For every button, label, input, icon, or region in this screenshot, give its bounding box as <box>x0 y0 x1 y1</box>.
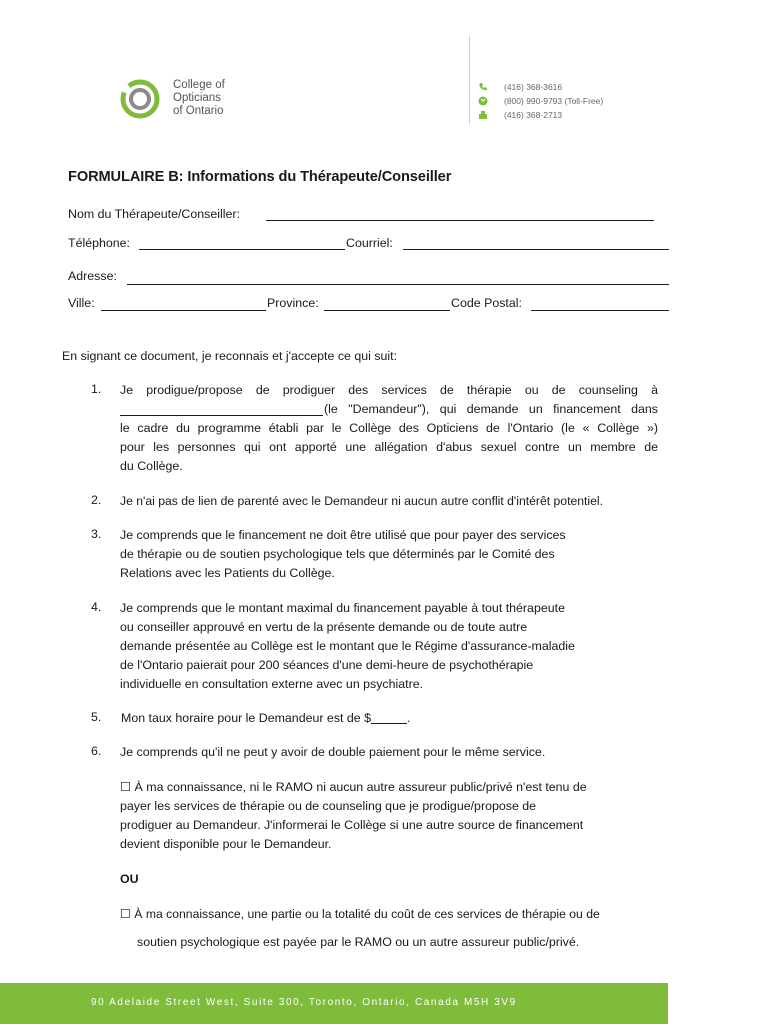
contact-toll-free <box>478 96 603 106</box>
province-label: Province: <box>267 296 319 310</box>
hourly-rate-period: . <box>407 711 411 725</box>
phone-icon <box>478 82 488 92</box>
option-2-line-2: soutien psychologique est payée par le RAMO ou un autre assureur public/privé. <box>137 935 580 949</box>
logo-line-3: of Ontario <box>173 105 224 117</box>
toll-free-icon <box>478 96 488 106</box>
phone-number[interactable]: (416) 368-3616 <box>504 82 563 92</box>
option-1-line-3: prodiguer au Demandeur. J'informerai le Collège si une autre source de financement <box>120 818 584 832</box>
item-2-number: 2. <box>91 493 102 507</box>
contact-fax <box>478 110 562 120</box>
applicant-name-field[interactable] <box>120 415 323 416</box>
option-2-checkbox-line-1[interactable]: ☐ À ma connaissance, une partie ou la totalité du coût de ces services de thérapie ou de <box>120 907 600 921</box>
phone-label: Téléphone: <box>68 236 131 250</box>
toll-free-number[interactable]: (800) 990-9793 (Toll-Free) <box>504 96 604 106</box>
header-divider <box>469 36 470 124</box>
fax-icon <box>478 110 488 120</box>
item-2-text: Je n'ai pas de lien de parenté avec le Demandeur ni aucun autre conflit d'intérêt potentiel. <box>120 494 603 508</box>
logo-wordmark <box>173 79 225 118</box>
item-3-number: 3. <box>91 527 102 541</box>
item-3-line-2: de thérapie ou de soutien psychologique tels que déterminés par le Comité des <box>120 547 555 561</box>
option-1-checkbox-line-1[interactable]: ☐ À ma connaissance, ni le RAMO ni aucun autre assureur public/privé n'est tenu de <box>120 780 587 794</box>
item-4-line-1: Je comprends que le montant maximal du financement payable à tout thérapeute <box>120 601 565 615</box>
footer-address: 90 Adelaide Street West, Suite 300, Toronto, Ontario, Canada M5H 3V9 <box>91 997 517 1008</box>
item-4-number: 4. <box>91 600 102 614</box>
item-6-number: 6. <box>91 744 102 758</box>
hourly-rate-field[interactable] <box>371 723 407 724</box>
contact-phone <box>478 82 562 92</box>
city-label: Ville: <box>68 296 95 310</box>
item-4-line-5: individuelle en consultation externe avec un psychiatre. <box>120 677 424 691</box>
province-field[interactable] <box>324 310 450 311</box>
form-title: FORMULAIRE B: Informations du Thérapeute/Conseiller <box>68 169 452 185</box>
email-label: Courriel: <box>346 236 393 250</box>
name-field[interactable] <box>266 220 654 221</box>
logo-line-1: College of <box>173 79 225 91</box>
intro-text: En signant ce document, je reconnais et j'accepte ce qui suit: <box>62 349 398 363</box>
address-label: Adresse: <box>68 269 117 283</box>
item-1-line-3: le cadre du programme établi par le Collège des Opticiens de l'Ontario (le « Collège ») <box>120 421 658 435</box>
item-1-line-2: (le "Demandeur"), qui demande un financement dans <box>324 402 658 416</box>
fax-number: (416) 368-2713 <box>504 110 563 120</box>
address-field[interactable] <box>127 284 669 285</box>
item-3-line-1: Je comprends que le financement ne doit être utilisé que pour payer des services <box>120 528 566 542</box>
city-field[interactable] <box>101 310 266 311</box>
postal-code-field[interactable] <box>531 310 669 311</box>
item-3-line-3: Relations avec les Patients du Collège. <box>120 566 335 580</box>
item-1-number: 1. <box>91 382 102 396</box>
item-4-line-4: de l'Ontario paierait pour 200 séances d'une demi-heure de psychothérapie <box>120 658 534 672</box>
phone-field[interactable] <box>139 249 345 250</box>
item-4-line-2: ou conseiller approuvé en vertu de la présente demande ou de toute autre <box>120 620 528 634</box>
item-1-line-4: pour les personnes qui ont apporté une allégation d'abus sexuel contre un membre de <box>120 440 658 454</box>
email-field[interactable] <box>403 249 669 250</box>
item-5-text <box>121 709 410 728</box>
item-1-line-5: du Collège. <box>120 459 183 473</box>
postal-code-label: Code Postal: <box>451 296 522 310</box>
logo-line-2: Opticians <box>173 92 221 104</box>
item-6-text: Je comprends qu'il ne peut y avoir de double paiement pour le même service. <box>120 745 546 759</box>
option-1-line-2: payer les services de thérapie ou de counseling que je prodigue/propose de <box>120 799 537 813</box>
hourly-rate-label: Mon taux horaire pour le Demandeur est de $ <box>121 711 372 725</box>
item-5-number: 5. <box>91 710 102 724</box>
item-4-line-3: demande présentée au Collège est le montant que le Régime d'assurance-maladie <box>120 639 575 653</box>
item-1-line-1: Je prodigue/propose de prodiguer des services de thérapie ou de counseling à <box>120 383 658 397</box>
or-separator: OU <box>120 872 139 886</box>
name-label: Nom du Thérapeute/Conseiller: <box>68 207 240 221</box>
option-1-line-4: devient disponible pour le Demandeur. <box>120 837 332 851</box>
